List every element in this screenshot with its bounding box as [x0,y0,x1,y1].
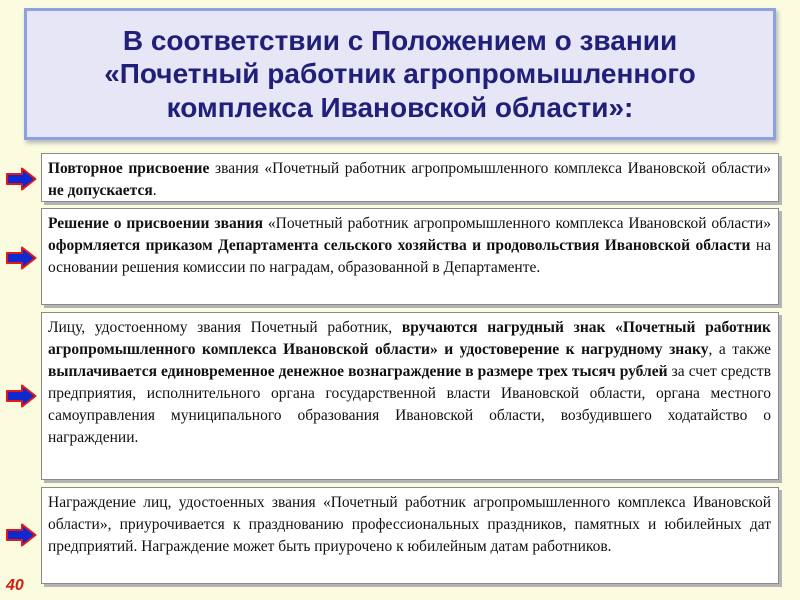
info-block-award-decision [41,208,779,305]
arrow-right-icon [5,167,37,191]
emphasis-text: Решение о присвоении звания [48,215,263,232]
body-text: Лицу, удостоенному звания Почетный работник, [48,319,402,336]
body-text: на основании решения комиссии по наградам, образованной в Департаменте. [48,237,771,276]
emphasis-text: оформляется приказом Департамента сельского хозяйства и продовольствия Ивановской области [48,237,751,254]
arrow-right-icon [5,384,37,408]
emphasis-text: выплачивается единовременное денежное вознаграждение в размере трех тысяч рублей [48,363,668,380]
emphasis-text: не допускается [48,182,153,199]
info-block-repeat-award [41,153,779,202]
title-line: В соответствии с Положением о звании [122,24,678,56]
body-text: , а также [708,341,771,358]
page-number: 40 [6,577,24,594]
body-text: за счет средств предприятия, исполнительного органа государственной власти Ивановской области, органа местного самоуправления муниципального образования Ивановской области, возбудившего ходатайство о награждении. [48,363,772,446]
title-line: «Почетный работник агропромышленного [104,58,696,90]
body-text: Награждение лиц, удостоенных звания «Почетный работник агропромышленного комплекса Ивановской области», приурочивается к празднованию профессиональных праздников, памятных и юбилейных дат предприятий. Награждение может быть приурочено к юбилейным датам работников. [48,494,771,555]
body-text: . [152,182,157,199]
body-text: звания «Почетный работник агропромышленного комплекса Ивановской области» [209,160,771,177]
arrow-right-icon [5,246,37,270]
emphasis-text: вручаются нагрудный знак «Почетный работник агропромышленного комплекса Ивановской области» и удостоверение к нагрудному знаку [48,319,771,358]
body-text: «Почетный работник агропромышленного комплекса Ивановской области» [263,215,771,232]
info-block-award-timing [41,487,779,584]
emphasis-text: Повторное присвоение [48,160,210,177]
arrow-right-icon [5,523,37,547]
slide-title-box [24,8,776,140]
info-block-badge-reward [41,312,779,480]
title-line: комплекса Ивановской области»: [166,91,634,123]
slide-title [104,24,696,125]
